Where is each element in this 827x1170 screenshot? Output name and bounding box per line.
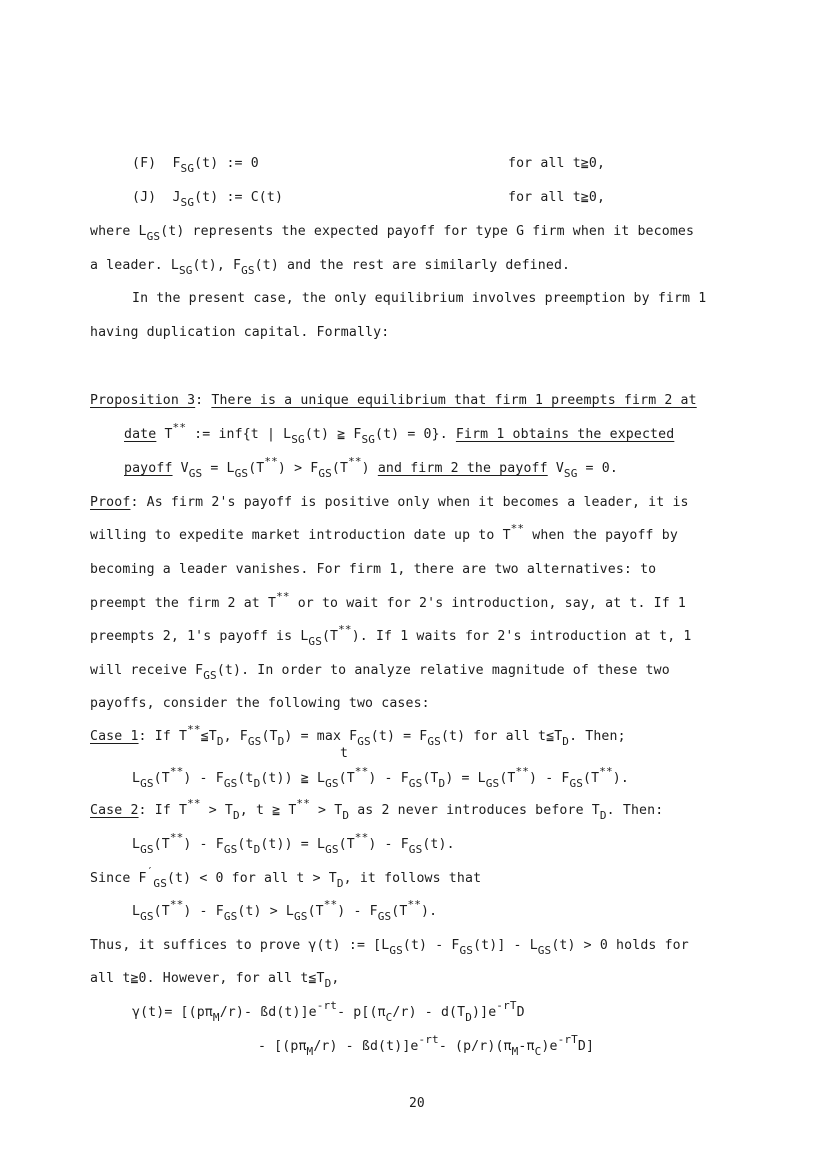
case-2-equation: $L_{GS}(T^{**}) - F_{GS}(t_D(t)) = L_{GS}(T^{**}) - F_{GS}(t)$.	[132, 831, 455, 856]
max-subscript: t	[340, 746, 349, 761]
text-line: Thus, it suffices to prove γ(t) := $[L_{GS}(t) - F_{GS}(t)] - L_{GS}(t) > 0$ holds for	[90, 938, 689, 957]
proof-line: payoffs, consider the following two cases:	[90, 696, 430, 711]
equation-f-condition: for all t≧0,	[508, 156, 606, 171]
proof-line: preempt the firm 2 at T** or to wait for 2's introduction, say, at t. If 1	[90, 590, 686, 611]
equation-f-line: (F) $F_{SG}(t)$ := 0	[132, 156, 259, 175]
proposition-heading: Proposition 3: There is a unique equilibrium that firm 1 preempts firm 2 at	[90, 393, 697, 408]
text-line: all t≧0. However, for all $t≦T_D$,	[90, 971, 340, 990]
text-line: where $L_{GS}(t)$ represents the expected payoff for type G firm when it becomes	[90, 224, 695, 243]
proposition-line: payoff $V_{GS} = L_{GS}(T^{**}) > F_{GS}(T^{**})$ and firm 2 the payoff $V_{SG} = 0$.	[124, 455, 618, 480]
page-number: 20	[409, 1096, 425, 1111]
proof-line: Proof: As firm 2's payoff is positive only when it becomes a leader, it is	[90, 495, 689, 510]
proof-line: will receive $F_{GS}(t)$. In order to analyze relative magnitude of these two	[90, 663, 670, 682]
text-line: Since $F'_{GS}(t) < 0$ for all $t > T_D$, it follows that	[90, 865, 482, 890]
gamma-equation-line-2: - [$(p\pi_M/r)$ - $ßd(t)]e^{-rt}-$ $(p/r)(\pi_M-\pi_C)e^{-rT}D$]	[258, 1033, 595, 1058]
proof-line: becoming a leader vanishes. For firm 1, there are two alternatives: to	[90, 562, 657, 577]
proof-line: preempts 2, 1's payoff is $L_{GS}(T^{**})$. If 1 waits for 2's introduction at t, 1	[90, 623, 692, 648]
text-line: a leader. $L_{SG}(t)$, $F_{GS}(t)$ and the rest are similarly defined.	[90, 258, 571, 277]
gamma-equation-line-1: $\gamma(t)= [(p\pi_M/r)-$ $ßd(t)]e^{-rt}-$ $p[(\pi_C/r) - d(T_D)]e^{-rT}D$	[132, 999, 525, 1024]
case-1-equation: $L_{GS}(T^{**}) - F_{GS}(t_D(t))$ ≧ $L_{GS}(T^{**}) - F_{GS}(T_D) = L_{GS}(T^{**}) - F_{GS}(T^{**})$.	[132, 765, 629, 790]
equation-j-line: (J) $J_{SG}(t)$ := C(t)	[132, 190, 284, 209]
proposition-line: date T** := inf{t | $L_{SG}(t)$ ≧ $F_{SG}(t) = 0$}. Firm 1 obtains the expected	[124, 421, 675, 446]
inequality-equation: $L_{GS}(T^{**}) - F_{GS}(t) > L_{GS}(T^{**}) - F_{GS}(T^{**})$.	[132, 898, 438, 923]
text-line: having duplication capital. Formally:	[90, 325, 390, 340]
equation-j-condition: for all t≧0,	[508, 190, 606, 205]
text-line: In the present case, the only equilibrium involves preemption by firm 1	[132, 291, 707, 306]
proof-line: willing to expedite market introduction date up to T** when the payoff by	[90, 522, 678, 543]
case-2-line: Case 2: If $T^{**} > T_D$, t ≧ $T^{**} > T_D$ as 2 never introduces before $T_D$. Then:	[90, 797, 664, 822]
case-1-line: Case 1: If $T^{**}≦T_D$, $F_{GS}(T_D) = \max F_{GS}(t) = F_{GS}(t)$ for all $t≦T_D$. Then;	[90, 723, 626, 748]
